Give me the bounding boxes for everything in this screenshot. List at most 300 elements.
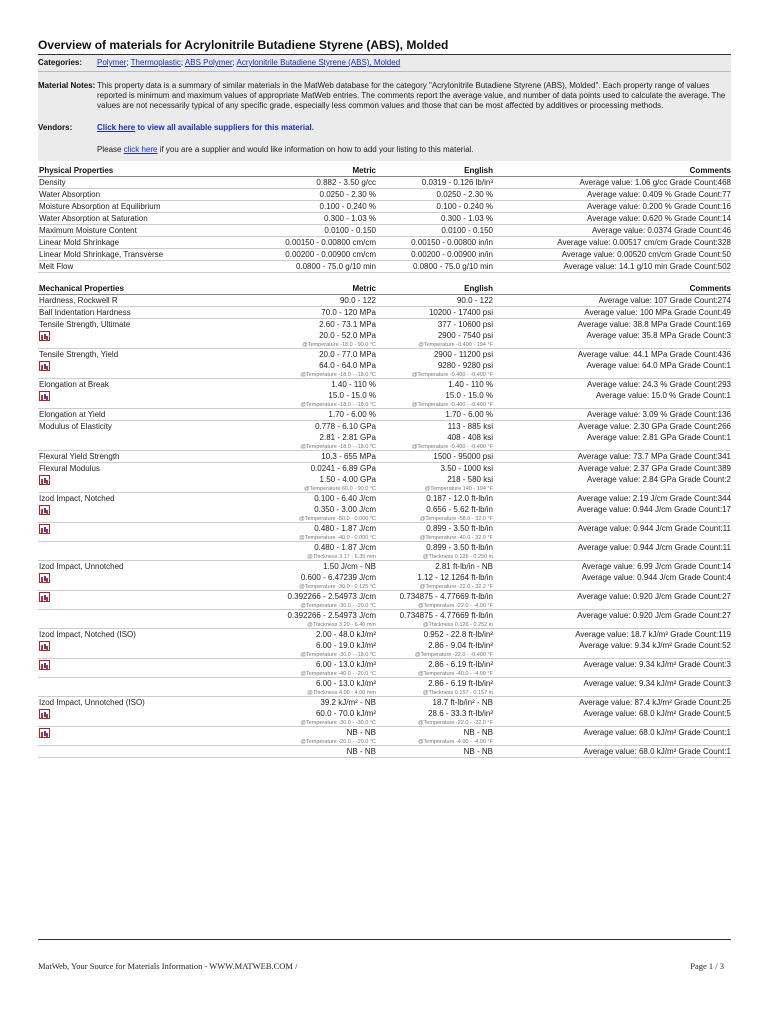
property-name (38, 390, 239, 401)
category-link[interactable]: Acrylonitrile Butadiene Styrene (ABS), Molded (236, 58, 401, 67)
comment-value: Average value: 44.1 MPa Grade Count:436 (577, 350, 731, 359)
property-name (38, 640, 239, 651)
property-row (38, 225, 731, 237)
english-condition: @Thickness 0.126 - 0.252 in (376, 621, 493, 629)
comment-value: Average value: 3.09 % Grade Count:136 (493, 409, 731, 421)
property-row (38, 523, 731, 535)
condition-spacer (493, 583, 731, 591)
metric-header: Metric (239, 273, 376, 295)
english-value: 0.187 - 12.0 ft-lb/in (426, 494, 493, 503)
property-row (38, 659, 731, 671)
condition-spacer (38, 583, 239, 591)
condition-row (38, 651, 731, 659)
property-row (38, 307, 731, 319)
english-value: 1.40 - 110 % (448, 380, 493, 389)
metric-value: 0.300 - 1.03 % (239, 213, 376, 225)
metric-value: 1.40 - 110 % (331, 380, 376, 389)
condition-spacer (493, 719, 731, 727)
section-title: Mechanical Properties (38, 273, 239, 295)
condition-spacer (38, 670, 239, 678)
property-name (38, 572, 239, 583)
english-condition: @Temperature -0.400 - -0.400 °F (376, 371, 493, 379)
metric-condition: @Thickness 3.20 - 6.40 mm (239, 621, 376, 629)
condition-row (38, 371, 731, 379)
english-value: 218 - 580 ksi (447, 475, 493, 484)
comment-value: Average value: 18.7 kJ/m² Grade Count:119 (575, 630, 731, 639)
property-row (38, 349, 731, 361)
bar-chart-icon[interactable] (39, 391, 50, 401)
page-footer (38, 961, 724, 971)
english-condition: @Thickness 0.157 - 0.157 in (376, 689, 493, 697)
category-link[interactable]: ABS Polymer (184, 58, 233, 67)
comment-value: Average value: 107 Grade Count:274 (493, 295, 731, 307)
english-value: 408 - 408 ksi (447, 433, 493, 442)
bar-chart-icon[interactable] (39, 709, 50, 719)
property-name: Tensile Strength, Ultimate (39, 320, 131, 329)
condition-spacer (493, 485, 731, 493)
comment-value: Average value: 2.81 GPa Grade Count:1 (587, 433, 731, 442)
property-row (38, 330, 731, 341)
comment-value: Average value: 0.200 % Grade Count:16 (493, 201, 731, 213)
condition-spacer (38, 515, 239, 523)
category-separator: ; (126, 58, 131, 67)
property-name: Izod Impact, Notched (ISO) (39, 630, 136, 639)
metric-value: 1.50 J/cm - NB (323, 562, 376, 571)
metric-condition: @Temperature -30.0 - -20.0 °C (239, 602, 376, 610)
property-row (38, 561, 731, 573)
english-condition: @Temperature -22.0 - 32.2 °F (376, 583, 493, 591)
metric-condition: @Thickness 3.17 - 6.35 mm (239, 553, 376, 561)
english-condition: @Thickness 0.125 - 0.250 in (376, 553, 493, 561)
metric-value: 0.350 - 3.00 J/cm (314, 505, 376, 514)
english-value: 0.734875 - 4.77669 ft-lb/in (399, 592, 493, 601)
comment-value: Average value: 0.944 J/cm Grade Count:11 (577, 524, 731, 533)
comment-value: Average value: 9.34 kJ/m² Grade Count:52 (579, 641, 731, 650)
comment-value: Average value: 0.409 % Grade Count:77 (493, 189, 731, 201)
property-name (38, 659, 239, 671)
metric-value: 70.0 - 120 MPa (239, 307, 376, 319)
metric-value: 0.480 - 1.87 J/cm (314, 524, 376, 533)
metric-condition: @Thickness 4.00 - 4.00 mm (239, 689, 376, 697)
property-row (38, 360, 731, 371)
metric-condition: @Temperature -30.0 - -18.0 °C (239, 651, 376, 659)
comment-value: Average value: 0.944 J/cm Grade Count:4 (581, 573, 731, 582)
page-number: Page 1 / 3 (690, 961, 724, 971)
english-value: 2.86 - 9.04 ft-lb/in² (428, 641, 493, 650)
comment-value: Average value: 0.920 J/cm Grade Count:27 (577, 592, 731, 601)
english-value: 3.50 - 1000 ksi (440, 464, 493, 473)
property-row (38, 572, 731, 583)
property-name: Tensile Strength, Yield (39, 350, 119, 359)
english-header: English (376, 161, 493, 177)
english-condition: @Temperature -4.00 - -4.00 °F (376, 738, 493, 746)
property-row (38, 463, 731, 475)
comment-value: Average value: 1.06 g/cc Grade Count:468 (493, 177, 731, 189)
condition-spacer (493, 738, 731, 746)
condition-row (38, 443, 731, 451)
comments-header: Comments (493, 273, 731, 295)
please-text-rest: if you are a supplier and would like information on how to add your listing to this material. (157, 145, 474, 154)
english-value: 0.952 - 22.8 ft-lb/in² (423, 630, 493, 639)
comment-value: Average value: 0.620 % Grade Count:14 (493, 213, 731, 225)
metric-value: 0.882 - 3.50 g/cc (239, 177, 376, 189)
english-condition: @Temperature -22.0 - -4.00 °F (376, 602, 493, 610)
vendors-description: to view all available suppliers for this material. (135, 123, 314, 132)
property-name: Izod Impact, Notched (39, 494, 115, 503)
metric-value: 15.0 - 15.0 % (328, 391, 376, 400)
english-value: 0.0250 - 2.30 % (376, 189, 493, 201)
condition-row (38, 583, 731, 591)
condition-spacer (493, 621, 731, 629)
property-name: Ball Indentation Hardness (38, 307, 239, 319)
property-row (38, 610, 731, 622)
english-value: 0.899 - 3.50 ft-lb/in (426, 543, 493, 552)
property-row (38, 177, 731, 189)
metric-value: 0.100 - 6.40 J/cm (314, 494, 376, 503)
categories-links (97, 58, 400, 68)
condition-spacer (38, 341, 239, 349)
english-value: 2900 - 11200 psi (433, 350, 493, 359)
english-condition: @Temperature -22.0 - -22.0 °F (376, 719, 493, 727)
bar-chart-icon[interactable] (39, 641, 50, 651)
vendors-row (38, 115, 731, 139)
comment-value: Average value: 0.00517 cm/cm Grade Count:328 (493, 237, 731, 249)
bottom-divider (38, 939, 731, 940)
property-row (38, 201, 731, 213)
comments-header: Comments (493, 161, 731, 177)
properties-table (38, 161, 731, 758)
condition-spacer (38, 371, 239, 379)
metric-value: 2.00 - 48.0 kJ/m² (315, 630, 376, 639)
english-value: 28.6 - 33.3 ft-lb/in² (428, 709, 493, 718)
condition-spacer (493, 602, 731, 610)
property-name: Water Absorption at Saturation (38, 213, 239, 225)
english-value: NB - NB (463, 728, 493, 737)
english-condition: @Temperature -0.400 - -0.400 °F (376, 443, 493, 451)
property-name: Melt Flow (38, 261, 239, 273)
comment-value: Average value: 0.944 J/cm Grade Count:11 (577, 543, 731, 552)
property-name: Izod Impact, Unnotched (ISO) (39, 698, 145, 707)
english-value: 0.734875 - 4.77669 ft-lb/in (399, 611, 493, 620)
material-notes-text: This property data is a summary of similar materials in the MatWeb database for the category "Acrylonitrile Butadiene Styrene (ABS), Molded". Each property range of values reported is minimum and maximum values of appropriate MatWeb entries. The comments report the average value, and number of data points used to calculate the average. The values are not necessarily typical of any specific grade, especially less common values and those that can be most affected by additives or processing methods. (97, 81, 726, 110)
english-value: 90.0 - 122 (376, 295, 493, 307)
property-name (38, 474, 239, 485)
metric-value: 0.0800 - 75.0 g/10 min (239, 261, 376, 273)
metric-value: 0.778 - 6.10 GPa (315, 422, 376, 431)
bar-chart-icon[interactable] (39, 660, 50, 670)
comment-value: Average value: 68.0 kJ/m² Grade Count:1 (493, 746, 731, 758)
metric-value: 0.00200 - 0.00900 cm/cm (239, 249, 376, 261)
property-name: Linear Mold Shrinkage, Transverse (38, 249, 239, 261)
english-value: 18.7 ft-lb/in² - NB (432, 698, 493, 707)
property-row (38, 504, 731, 515)
material-notes-row (38, 72, 731, 115)
condition-spacer (493, 515, 731, 523)
footer-source: MatWeb, Your Source for Materials Information - WWW.MATWEB.COM / (38, 961, 298, 971)
metric-condition: @Temperature -30.0 - 0.125 °C (239, 583, 376, 591)
property-row (38, 727, 731, 739)
document-page (38, 38, 731, 758)
property-row (38, 678, 731, 690)
vendors-label: Vendors: (38, 123, 73, 132)
condition-spacer (38, 651, 239, 659)
property-name: Elongation at Break (39, 380, 109, 389)
comment-value: Average value: 73.7 MPa Grade Count:341 (493, 451, 731, 463)
property-name: Water Absorption (38, 189, 239, 201)
condition-row (38, 534, 731, 542)
english-value: 0.656 - 5.62 ft-lb/in (426, 505, 493, 514)
metric-value: NB - NB (239, 746, 376, 758)
property-row (38, 390, 731, 401)
english-value: 10200 - 17400 psi (376, 307, 493, 319)
property-row (38, 708, 731, 719)
english-value: 113 - 885 ksi (447, 422, 493, 431)
comment-value: Average value: 0.944 J/cm Grade Count:17 (577, 505, 731, 514)
english-value: 2.86 - 6.19 ft-lb/in² (428, 679, 493, 688)
property-name: Flexural Modulus (39, 464, 100, 473)
property-name (38, 504, 239, 515)
english-value: NB - NB (376, 746, 493, 758)
property-row (38, 746, 731, 758)
metric-condition: @Temperature 60.0 - 90.0 °C (239, 485, 376, 493)
english-condition: @Temperature -40.0 - -4.00 °F (376, 670, 493, 678)
property-row (38, 189, 731, 201)
categories-row (38, 55, 731, 72)
english-value: 0.300 - 1.03 % (376, 213, 493, 225)
metric-value: 0.600 - 6.47239 J/cm (300, 573, 376, 582)
bar-chart-icon[interactable] (39, 573, 50, 583)
condition-row (38, 602, 731, 610)
property-name: Linear Mold Shrinkage (38, 237, 239, 249)
english-condition: @Temperature -0.400 - -0.400 °F (376, 401, 493, 409)
condition-row (38, 670, 731, 678)
condition-spacer (493, 534, 731, 542)
condition-spacer (38, 401, 239, 409)
property-name (38, 432, 239, 443)
condition-spacer (38, 689, 239, 697)
metric-value: 90.0 - 122 (239, 295, 376, 307)
property-row (38, 237, 731, 249)
condition-spacer (493, 341, 731, 349)
category-link[interactable]: Thermoplastic (130, 58, 181, 67)
metric-value: 6.00 - 13.0 kJ/m² (315, 660, 376, 669)
property-row (38, 640, 731, 651)
comment-value: Average value: 24.3 % Grade Count:293 (587, 380, 731, 389)
english-value: 0.00150 - 0.00800 in/in (376, 237, 493, 249)
vendors-click-here-link[interactable]: Click here (97, 123, 136, 132)
condition-spacer (38, 621, 239, 629)
comment-value: Average value: 0.0374 Grade Count:46 (493, 225, 731, 237)
property-name: Density (38, 177, 239, 189)
comment-value: Average value: 9.34 kJ/m² Grade Count:3 (583, 660, 731, 669)
condition-spacer (38, 443, 239, 451)
property-row (38, 474, 731, 485)
comment-value: Average value: 0.920 J/cm Grade Count:27 (577, 611, 731, 620)
english-header: English (376, 273, 493, 295)
english-condition: @Temperature 140 - 194 °F (376, 485, 493, 493)
property-row (38, 249, 731, 261)
property-name (38, 330, 239, 341)
condition-spacer (493, 553, 731, 561)
category-separator: ; (180, 58, 185, 67)
english-condition: @Temperature -40.0 - 32.0 °F (376, 534, 493, 542)
comment-value: Average value: 2.84 GPa Grade Count:2 (587, 475, 731, 484)
comment-value: Average value: 14.1 g/10 min Grade Count:502 (493, 261, 731, 273)
bar-chart-icon[interactable] (39, 524, 50, 534)
english-value: 2.86 - 6.19 ft-lb/in² (428, 660, 493, 669)
comment-value: Average value: 68.0 kJ/m² Grade Count:5 (583, 709, 731, 718)
material-header-block (38, 55, 731, 161)
comment-value: Average value: 38.8 MPa Grade Count:169 (577, 320, 731, 329)
condition-spacer (38, 534, 239, 542)
metric-value: 0.00150 - 0.00800 cm/cm (239, 237, 376, 249)
condition-spacer (493, 443, 731, 451)
property-row (38, 421, 731, 433)
condition-spacer (38, 719, 239, 727)
english-condition: @Temperature -58.0 - 32.0 °F (376, 515, 493, 523)
metric-condition: @Temperature -18.0 - -18.0 °C (239, 371, 376, 379)
condition-spacer (38, 602, 239, 610)
property-name: Modulus of Elasticity (39, 422, 112, 431)
supplier-info-row (38, 139, 731, 161)
property-row (38, 409, 731, 421)
property-name (38, 746, 239, 758)
english-value: 0.100 - 0.240 % (376, 201, 493, 213)
metric-condition: @Temperature -18.0 - 90.0 °C (239, 341, 376, 349)
english-value: 15.0 - 15.0 % (445, 391, 493, 400)
metric-value: 0.0100 - 0.150 (239, 225, 376, 237)
english-condition: @Temperature -22.0 - -0.400 °F (376, 651, 493, 659)
metric-value: 0.100 - 0.240 % (239, 201, 376, 213)
comment-value: Average value: 68.0 kJ/m² Grade Count:1 (583, 728, 731, 737)
metric-value: 60.0 - 70.0 kJ/m² (315, 709, 376, 718)
english-value: 1500 - 95000 psi (376, 451, 493, 463)
condition-row (38, 621, 731, 629)
condition-spacer (493, 670, 731, 678)
property-name: Maximum Moisture Content (38, 225, 239, 237)
condition-spacer (493, 651, 731, 659)
english-value: 0.899 - 3.50 ft-lb/in (426, 524, 493, 533)
metric-value: 0.0241 - 6.89 GPa (310, 464, 376, 473)
metric-condition: @Temperature -30.0 - -30.0 °C (239, 719, 376, 727)
metric-value: 1.50 - 4.00 GPa (319, 475, 376, 484)
metric-value: 20.0 - 77.0 MPa (319, 350, 376, 359)
metric-value: 10.3 - 655 MPa (239, 451, 376, 463)
metric-value: 0.480 - 1.87 J/cm (314, 543, 376, 552)
english-value: 0.0800 - 75.0 g/10 min (376, 261, 493, 273)
property-name (38, 727, 239, 739)
property-name (38, 591, 239, 603)
property-name: Hardness, Rockwell R (38, 295, 239, 307)
property-row (38, 319, 731, 331)
category-link[interactable]: Polymer (97, 58, 127, 67)
condition-spacer (38, 738, 239, 746)
property-row (38, 295, 731, 307)
comment-value: Average value: 100 MPa Grade Count:49 (493, 307, 731, 319)
material-notes-label: Material Notes: (38, 81, 96, 90)
property-name (38, 523, 239, 535)
english-value: 1.70 - 6.00 % (376, 409, 493, 421)
property-name: Flexural Yield Strength (38, 451, 239, 463)
category-separator: ; (232, 58, 237, 67)
property-row (38, 629, 731, 641)
metric-value: 2.81 - 2.81 GPa (319, 433, 376, 442)
english-value: 377 - 10600 psi (437, 320, 493, 329)
section-header (38, 161, 731, 177)
property-row (38, 542, 731, 554)
metric-value: 64.0 - 64.0 MPa (319, 361, 376, 370)
bar-chart-icon[interactable] (39, 505, 50, 515)
bar-chart-icon[interactable] (39, 331, 50, 341)
property-row (38, 432, 731, 443)
english-value: 9280 - 9280 psi (437, 361, 493, 370)
condition-spacer (493, 689, 731, 697)
metric-condition: @Temperature -18.0 - -18.0 °C (239, 443, 376, 451)
comment-value: Average value: 0.00520 cm/cm Grade Count:50 (493, 249, 731, 261)
comment-value: Average value: 87.4 kJ/m² Grade Count:25 (579, 698, 731, 707)
property-row (38, 697, 731, 709)
bar-chart-icon[interactable] (39, 592, 50, 602)
property-row (38, 493, 731, 505)
vendors-text (97, 123, 314, 133)
property-row (38, 213, 731, 225)
property-name: Izod Impact, Unnotched (39, 562, 124, 571)
property-row (38, 379, 731, 391)
comment-value: Average value: 35.8 MPa Grade Count:3 (586, 331, 731, 340)
comment-value: Average value: 2.37 GPa Grade Count:389 (578, 464, 731, 473)
condition-row (38, 738, 731, 746)
bar-chart-icon[interactable] (39, 475, 50, 485)
english-value: 0.0319 - 0.126 lb/in³ (376, 177, 493, 189)
metric-value: 2.60 - 73.1 MPa (319, 320, 376, 329)
english-value: 1.12 - 12.1264 ft-lb/in (417, 573, 493, 582)
metric-value: 20.0 - 52.0 MPa (319, 331, 376, 340)
page-title: Overview of materials for Acrylonitrile Butadiene Styrene (ABS), Molded (38, 38, 731, 55)
property-row (38, 261, 731, 273)
metric-value: 0.392266 - 2.54973 J/cm (287, 592, 376, 601)
property-name (38, 542, 239, 554)
english-value: 0.00200 - 0.00900 in/in (376, 249, 493, 261)
property-name (38, 678, 239, 690)
categories-label: Categories: (38, 58, 83, 67)
condition-spacer (493, 401, 731, 409)
property-name: Moisture Absorption at Equilibrium (38, 201, 239, 213)
metric-value: 39.2 kJ/m² - NB (320, 698, 376, 707)
condition-spacer (38, 553, 239, 561)
metric-value: NB - NB (346, 728, 376, 737)
supplier-click-here-link[interactable]: click here (123, 145, 158, 154)
condition-row (38, 515, 731, 523)
comment-value: Average value: 6.99 J/cm Grade Count:14 (581, 562, 731, 571)
metric-condition: @Temperature -40.0 - -20.0 °C (239, 670, 376, 678)
comment-value: Average value: 2.30 GPa Grade Count:266 (578, 422, 731, 431)
condition-row (38, 341, 731, 349)
condition-row (38, 401, 731, 409)
condition-spacer (493, 371, 731, 379)
english-value: 2900 - 7540 psi (437, 331, 493, 340)
english-value: 0.0100 - 0.150 (376, 225, 493, 237)
metric-value: 6.00 - 13.0 kJ/m² (315, 679, 376, 688)
metric-header: Metric (239, 161, 376, 177)
metric-value: 0.0250 - 2.30 % (239, 189, 376, 201)
bar-chart-icon[interactable] (39, 728, 50, 738)
property-name (38, 708, 239, 719)
section-header (38, 273, 731, 295)
bar-chart-icon[interactable] (39, 361, 50, 371)
comment-value: Average value: 15.0 % Grade Count:1 (595, 391, 731, 400)
section-title: Physical Properties (38, 161, 239, 177)
condition-row (38, 553, 731, 561)
